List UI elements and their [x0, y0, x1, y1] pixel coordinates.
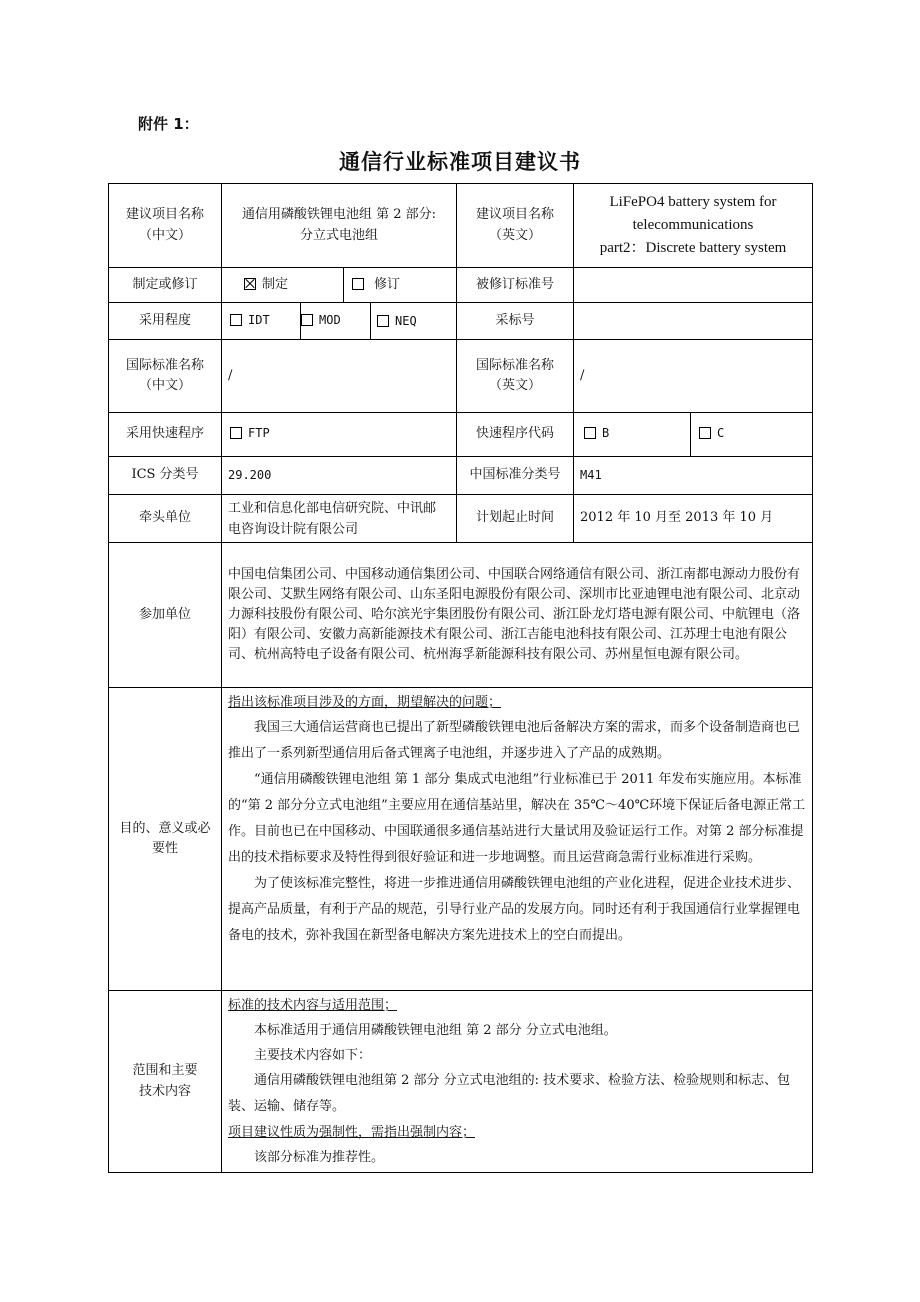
checked-checkbox-icon[interactable] [244, 278, 256, 290]
fast-track-label: 采用快速程序 [109, 413, 222, 457]
row-fast-track [109, 413, 813, 457]
option-ftp[interactable] [222, 413, 457, 457]
adopted-std-value[interactable] [574, 303, 813, 340]
ics-label: ICS 分类号 [109, 457, 222, 495]
option-mod[interactable] [301, 311, 341, 331]
purpose-paragraph-2: “通信用磷酸铁锂电池组 第 1 部分 集成式电池组”行业标准已于 2011 年发布实施应用。本标准的“第 2 部分分立式电池组”主要应用在通信基站里，解决在 35℃～40℃环境下保证后备电源正常工作。目前也已在中国移动、中国联通很多通信基站进行大量试用及验证运行工作。对第 2 部分标准提出的技术指标要求及特性得到很好验证和进一步地调整。而且运营商急需行业标准进行采购。 [228, 772, 806, 865]
participants-label: 参加单位 [109, 543, 222, 688]
checkbox-icon[interactable] [352, 278, 364, 290]
adoption-options [222, 303, 457, 340]
option-mod-text: MOD [319, 312, 341, 327]
period-value[interactable]: 2012 年 10 月至 2013 年 10 月 [574, 495, 813, 543]
main-content-text: 通信用磷酸铁锂电池组第 2 部分 分立式电池组的: 技术要求、检验方法、检验规则和标志、包装、运输、储存等。 [228, 1073, 791, 1114]
cn-name-label: 建议项目名称 （中文） [109, 184, 222, 268]
document-title: 通信行业标准项目建议书 [339, 150, 581, 174]
mandatory-heading: 项目建议性质为强制性，需指出强制内容； [228, 1125, 476, 1140]
participants-value[interactable]: 中国电信集团公司、中国移动通信集团公司、中国联合网络通信有限公司、浙江南都电源动力股份有限公司、艾默生网络有限公司、山东圣阳电源股份有限公司、深圳市比亚迪锂电池有限公司、北京动力源科技股份有限公司、哈尔滨光宇集团股份有限公司、浙江卧龙灯塔电源有限公司、中航锂电（洛阳）有限公司、安徽力高新能源技术有限公司、浙江吉能电池科技有限公司、江苏理士电池有限公司、杭州高特电子设备有限公司、杭州海孚新能源科技有限公司、苏州星恒电源有限公司。 [222, 543, 813, 688]
option-make[interactable] [222, 268, 344, 303]
cn-name-value[interactable]: 通信用磷酸铁锂电池组 第 2 部分: 分立式电池组 [222, 184, 457, 268]
proposal-form-table [108, 183, 813, 1173]
option-c-text: C [717, 426, 725, 441]
intl-cn-value[interactable]: / [222, 340, 457, 413]
ics-value[interactable]: 29.200 [222, 457, 457, 495]
adopted-std-label: 采标号 [457, 303, 574, 340]
lead-unit-value[interactable]: 工业和信息化部电信研究院、中讯邮 电咨询设计院有限公司 [222, 495, 457, 543]
make-or-revise-label: 制定或修订 [109, 268, 222, 303]
row-purpose [109, 688, 813, 991]
scope-content[interactable] [222, 991, 813, 1173]
scope-text: 本标准适用于通信用磷酸铁锂电池组 第 2 部分 分立式电池组。 [254, 1023, 617, 1038]
purpose-heading: 指出该标准项目涉及的方面，期望解决的问题； [228, 695, 502, 710]
option-idt-text: IDT [248, 312, 270, 327]
checkbox-icon[interactable] [230, 427, 242, 439]
row-classification [109, 457, 813, 495]
checkbox-icon[interactable] [584, 427, 596, 439]
lead-unit-label: 牵头单位 [109, 495, 222, 543]
fast-code-label: 快速程序代码 [457, 413, 574, 457]
ccs-label: 中国标准分类号 [457, 457, 574, 495]
intl-en-label: 国际标准名称 （英文） [457, 340, 574, 413]
option-b-text: B [602, 426, 610, 441]
ccs-value[interactable]: M41 [574, 457, 813, 495]
revised-std-label: 被修订标准号 [457, 268, 574, 303]
purpose-content[interactable] [222, 688, 813, 991]
option-make-text: 制定 [262, 276, 289, 292]
purpose-paragraph-3: 为了使该标准完整性，将进一步推进通信用磷酸铁锂电池组的产业化进程，促进企业技术进步、提高产品质量，有利于产品的规范，引导行业产品的发展方向。同时还有利于我国通信行业掌握锂电备电的技术，弥补我国在新型备电解决方案先进技术上的空白而提出。 [228, 876, 801, 943]
row-scope [109, 991, 813, 1173]
row-make-or-revise [109, 268, 813, 303]
scope-label: 范围和主要 技术内容 [109, 991, 222, 1173]
option-ftp-text: FTP [248, 426, 270, 441]
checkbox-icon[interactable] [230, 314, 242, 326]
period-label: 计划起止时间 [457, 495, 574, 543]
option-neq-text: NEQ [395, 313, 417, 328]
row-intl-standard [109, 340, 813, 413]
option-revise-text: 修订 [374, 276, 401, 292]
revised-std-value[interactable] [574, 268, 813, 303]
option-b[interactable] [574, 413, 691, 457]
adoption-degree-label: 采用程度 [109, 303, 222, 340]
main-content-intro: 主要技术内容如下： [254, 1048, 372, 1063]
mandatory-value: 该部分标准为推荐性。 [254, 1150, 385, 1165]
option-neq[interactable] [370, 303, 456, 339]
row-lead-unit [109, 495, 813, 543]
row-participants [109, 543, 813, 688]
purpose-paragraph-1: 我国三大通信运营商也已提出了新型磷酸铁锂电池后备解决方案的需求，而多个设备制造商也已推出了一系列新型通信用后备式锂离子电池组，并逐步进入了产品的成熟期。 [228, 720, 801, 761]
intl-en-value[interactable]: / [574, 340, 813, 413]
option-c[interactable] [691, 413, 813, 457]
checkbox-icon[interactable] [699, 427, 711, 439]
attachment-label: 附件 1： [138, 115, 199, 133]
option-revise[interactable] [344, 268, 457, 303]
en-name-label: 建议项目名称 （英文） [457, 184, 574, 268]
en-name-value[interactable]: LiFePO4 battery system for telecommunications part2：Discrete battery system [574, 184, 813, 268]
intl-cn-label: 国际标准名称 （中文） [109, 340, 222, 413]
checkbox-icon[interactable] [377, 315, 389, 327]
checkbox-icon[interactable] [301, 314, 313, 326]
option-idt[interactable] [222, 311, 300, 331]
purpose-label: 目的、意义或必 要性 [109, 688, 222, 991]
row-adoption-degree [109, 303, 813, 340]
row-project-name [109, 184, 813, 268]
scope-heading: 标准的技术内容与适用范围； [228, 998, 398, 1013]
